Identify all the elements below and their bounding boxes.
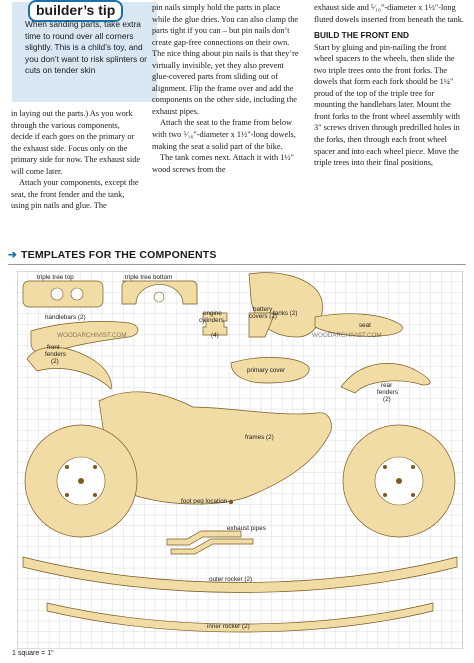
label-front-fenders-2: fenders (45, 351, 67, 358)
label-foot-peg-location: foot peg location (181, 498, 228, 505)
watermark: WOODARCHIVIST.COM (57, 332, 127, 339)
label-tanks: tanks (2) (273, 310, 298, 317)
paragraph: Attach your components, except the seat, the front fender and the tank, using pin nails and glue. The (11, 178, 139, 211)
text-column-1 (11, 108, 142, 212)
label-triple-tree-top: triple tree top (37, 274, 74, 281)
section-title (8, 249, 217, 261)
label-battery-covers: covers (2) (249, 313, 277, 320)
text-column-2 (152, 2, 300, 175)
label-front-fenders: front (47, 344, 60, 351)
scale-note: 1 square = 1" (12, 650, 54, 657)
label-frames: frames (2) (245, 434, 274, 441)
builders-tip-body: When sanding parts, take extra time to round over all corners slightly. This is a child’s toy, and you don’t want to risk splinters or cuts on tender skin (25, 19, 147, 76)
builders-tip-title: builder’s tip (28, 0, 123, 22)
label-handlebars: handlebars (2) (45, 314, 86, 321)
label-seat: seat (359, 322, 371, 329)
section-divider (8, 264, 466, 265)
label-exhaust-pipes: exhaust pipes (227, 525, 266, 532)
label-engine-cylinders: cylinders (199, 317, 224, 324)
paragraph: Start by gluing and pin-nailing the front wheel spacers to the wheels, then slide the two triple trees onto the front forks. The dowels that form each fork should be 1¼" proud of the top of the triple tree for mounting the handlebars later. Mount the front forks to the front wheel assembly with 3" screws driven through predrilled holes in the forks, then through each front wheel spacer and into each wheel piece. Move the triple trees into their final positions, (314, 42, 460, 168)
subhead-build-front-end: BUILD THE FRONT END (314, 30, 409, 41)
templates-svg (17, 271, 463, 649)
label-rear-fenders-3: (2) (383, 396, 391, 403)
arrow-icon: ➔ (8, 249, 17, 261)
label-engine: engine (203, 310, 222, 317)
label-battery: battery (253, 306, 273, 313)
paragraph: Attach the seat to the frame from below with two ⁵⁄₁₆"-diameter x 1½"-long dowels, making the seat a solid part of the bike. (152, 118, 296, 151)
paragraph: in laying out the parts.) As you work through the various components, decide if each goes on the primary or the exhaust side. Focus only on the primary side for now. The exhaust side will come later. (11, 109, 141, 176)
label-outer-rocker: outer rocker (2) (209, 576, 253, 583)
label-rear-fenders: rear (381, 382, 393, 389)
watermark: WOODARCHIVIST.COM (312, 332, 382, 339)
label-primary-cover: primary cover (247, 367, 286, 374)
builders-tip-box (12, 2, 157, 102)
paragraph: exhaust side and ⁵⁄₁₆"-diameter x 1½"-long fluted dowels inserted from beneath the tank. (314, 3, 464, 24)
section-title-text: TEMPLATES FOR THE COMPONENTS (21, 249, 217, 261)
text-column-3 (314, 2, 464, 169)
label-triple-tree-bottom: triple tree bottom (125, 274, 173, 281)
label-front-fenders-3: (2) (51, 358, 59, 365)
label-engine-count: (4) (211, 332, 219, 339)
label-rear-fenders-2: fenders (377, 389, 399, 396)
foot-peg-marker (229, 500, 233, 504)
label-inner-rocker: inner rocker (2) (207, 623, 250, 630)
paragraph: The tank comes next. Attach it with 1½" wood screws from the (152, 153, 295, 174)
paragraph: pin nails simply hold the parts in place while the glue dries. You can also clamp the parts tight if you can – but pin nails don’t create gap-free connections on their own. The nice thing about pin nails is that they’re virtually invisible, yet they also prevent glue-covered parts from sliding out of alignment. Flip the frame over and add the components on the other side, including the exhaust pipes. (152, 3, 299, 116)
templates-diagram (17, 271, 463, 654)
